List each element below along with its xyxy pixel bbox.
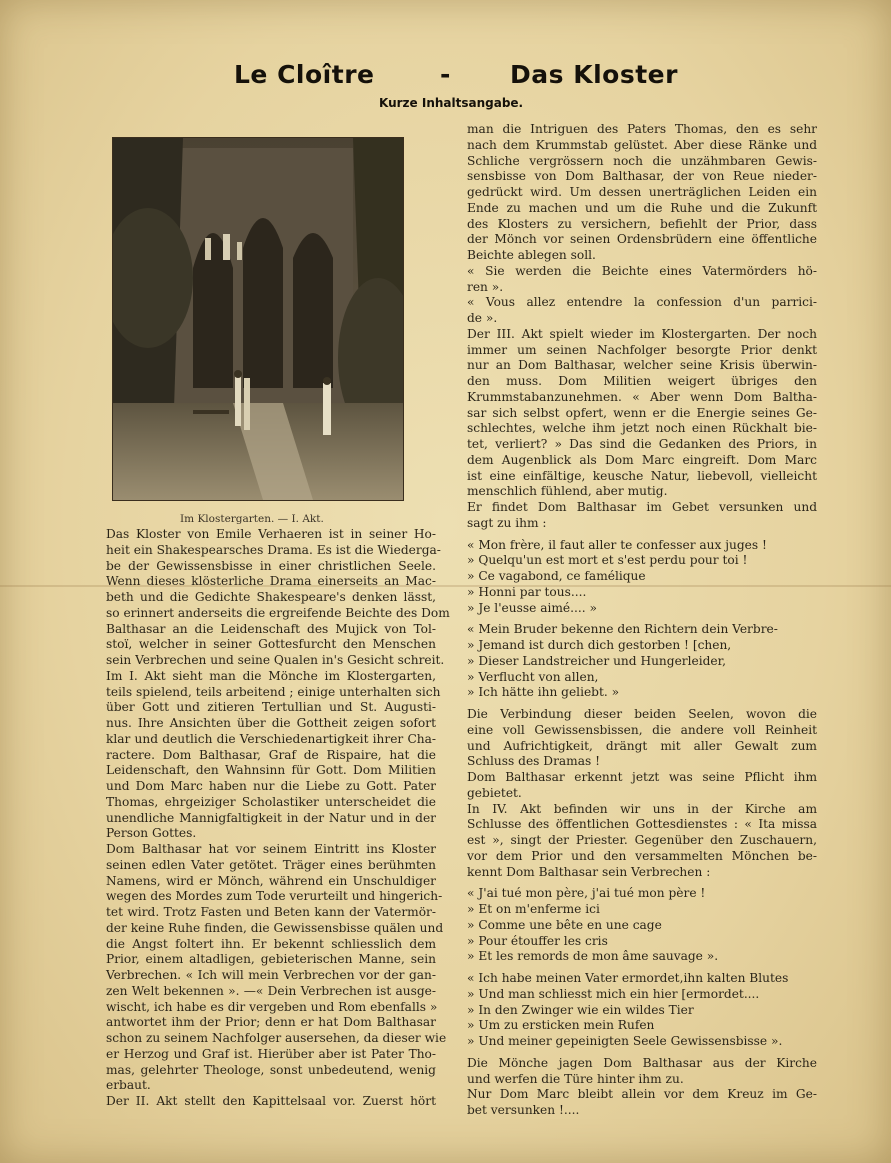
text-line: Nur Dom Marc bleibt allein vor dem Kreuz im Ge-	[467, 1087, 817, 1102]
text-line: tet wird. Trotz Fasten und Beten kann der Vatermör-	[106, 905, 436, 919]
text-line: Wenn dieses klösterliche Drama einerseits an Mac-	[106, 574, 436, 589]
text-line: de ».	[467, 311, 498, 325]
text-line: » Je l'eusse aimé.... »	[467, 600, 597, 615]
text-line: » Ce vagabond, ce famélique	[467, 569, 646, 583]
text-line: In IV. Akt befinden wir uns in der Kirche am	[467, 801, 817, 816]
text-line: und werfen die Türe hinter ihm zu.	[467, 1071, 684, 1086]
text-line: zen Welt bekennen ». —« Dein Verbrechen ist ausge-	[106, 983, 436, 998]
text-line: sar sich selbst opfert, wenn er die Energie seines Ge-	[467, 405, 817, 420]
cloister-garden-image	[113, 138, 403, 500]
text-line: den muss. Dom Militien weigert übriges den	[467, 374, 817, 388]
text-line: tet, verliert? » Das sind die Gedanken des Priors, in	[467, 437, 817, 451]
text-line: die Angst foltert ihn. Er bekennt schliesslich dem	[106, 936, 436, 951]
text-line: immer um seinen Nachfolger besorgte Prior denkt	[467, 342, 817, 357]
text-line: Prior, einem altadligen, gebieterischen Manne, sein	[106, 952, 436, 967]
text-line: gebietet.	[467, 785, 522, 800]
text-line: Verbrechen. « Ich will mein Verbrechen vor der gan-	[106, 968, 436, 982]
text-line: er Herzog und Graf ist. Hierüber aber ist Pater Tho-	[106, 1046, 436, 1061]
text-line: mas, gelehrter Theologe, sonst unbedeutend, wenig	[106, 1062, 436, 1077]
text-line: nus. Ihre Ansichten über die Gottheit zeigen sofort	[106, 716, 436, 730]
text-line: Balthasar an die Leidenschaft des Mujick von Tol-	[106, 621, 436, 636]
text-line: » Honni par tous....	[467, 584, 587, 599]
text-line: heit ein Shakespearsches Drama. Es ist die Wiederga-	[106, 542, 441, 557]
text-line: Namens, wird er Mönch, während ein Unschuldiger	[106, 873, 436, 888]
text-line: antwortet ihm der Prior; denn er hat Dom Balthasar	[106, 1015, 436, 1030]
text-line: sagt zu ihm :	[467, 515, 547, 530]
text-line: » Um zu ersticken mein Rufen	[467, 1018, 655, 1033]
text-line: schon zu seinem Nachfolger ausersehen, da dieser wie	[106, 1031, 447, 1045]
text-line: Der III. Akt spielt wieder im Klostergarten. Der noch	[467, 326, 817, 341]
text-line: gedrückt wird. Um dessen unerträglichen Leiden ein	[467, 185, 817, 199]
text-line: kennt Dom Balthasar sein Verbrechen :	[467, 864, 711, 879]
text-line: und Dom Marc haben nur die Liebe zu Gott. Pater	[106, 779, 436, 793]
text-line: Das Kloster von Emile Verhaeren ist in seiner Ho-	[106, 527, 436, 541]
text-line: ractere. Dom Balthasar, Graf de Rispaire, hat die	[106, 747, 436, 762]
text-line: « Vous allez entendre la confession d'un parrici-	[467, 295, 817, 310]
text-line: » Ich hätte ihn geliebt. »	[467, 685, 620, 700]
text-line: « Sie werden die Beichte eines Vatermörders hö-	[467, 263, 817, 278]
text-line: » In den Zwinger wie ein wildes Tier	[467, 1002, 694, 1017]
text-line: Die Verbindung dieser beiden Seelen, wovon die	[467, 707, 817, 721]
text-line: « Mon frère, il faut aller te confesser aux juges !	[467, 537, 767, 552]
title-separator: -	[440, 60, 451, 89]
text-line: » Dieser Landstreicher und Hungerleider,	[467, 653, 726, 668]
text-line: des Klosters zu versichern, befiehlt der Prior, dass	[467, 216, 817, 231]
text-line: « Ich habe meinen Vater ermordet,ihn kalten Blutes	[467, 971, 789, 985]
text-line: » Pour étouffer les cris	[467, 933, 608, 948]
text-line: eine voll Gewissensbissen, die andere voll Reinheit	[467, 722, 817, 737]
text-line: Der II. Akt stellt den Kapittelsaal vor. Zuerst hört	[106, 1094, 436, 1108]
text-line: vor dem Prior und den versammelten Mönchen be-	[467, 848, 817, 863]
text-line: be der Gewissensbisse in einer christlichen Seele.	[106, 558, 436, 573]
text-line: » Et on m'enferme ici	[467, 902, 600, 916]
photo-caption: Im Klostergarten. — I. Akt.	[180, 513, 324, 525]
text-line: Schlusse des öffentlichen Gottesdienstes : « Ita missa	[467, 817, 817, 832]
text-line: Schluss des Dramas !	[467, 754, 601, 769]
text-line: wegen des Mordes zum Tode verurteilt und hingerich-	[106, 889, 443, 904]
cloister-photograph	[112, 137, 404, 501]
text-line: und Aufrichtigkeit, drängt mit aller Gewalt zum	[467, 738, 817, 753]
text-line: » Et les remords de mon âme sauvage ».	[467, 949, 719, 964]
text-line: » Comme une bête en une cage	[467, 917, 662, 932]
text-line: dem Augenblick als Dom Marc eingreift. Dom Marc	[467, 452, 817, 467]
text-line: nur an Dom Balthasar, welcher seine Krisis überwin-	[467, 358, 817, 373]
text-line: ist eine einfältige, keusche Natur, liebevoll, vielleicht	[467, 468, 817, 483]
text-line: sein Verbrechen und seine Qualen in's Gesicht schreit.	[106, 653, 445, 667]
text-line: seinen edlen Vater getötet. Träger eines berühmten	[106, 857, 436, 872]
text-line: erbaut.	[106, 1078, 151, 1093]
text-line: Die Mönche jagen Dom Balthasar aus der Kirche	[467, 1055, 817, 1070]
text-line: nach dem Krummstab gelüstet. Aber diese Ränke und	[467, 137, 817, 152]
text-line: klar und deutlich die Verschiedenartigkeit ihrer Cha-	[106, 731, 436, 746]
text-line: man die Intriguen des Paters Thomas, den es sehr	[467, 122, 817, 136]
text-line: unendliche Mannigfaltigkeit in der Natur und in der	[106, 810, 436, 825]
text-line: Person Gottes.	[106, 826, 197, 841]
text-line: Thomas, ehrgeiziger Scholastiker unterscheidet die	[106, 794, 436, 809]
text-line: der Mönch vor seinen Ordensbrüdern eine öffentliche	[467, 232, 817, 247]
text-line: Er findet Dom Balthasar im Gebet versunken und	[467, 500, 817, 514]
text-line: schlechtes, welche ihm jetzt noch einen Rückhalt bie-	[467, 421, 817, 436]
subtitle: Kurze Inhaltsangabe.	[379, 96, 524, 110]
text-line: über Gott und zitieren Tertullian und St. Augusti-	[106, 700, 436, 715]
text-line: sensbisse von Dom Balthasar, der von Reue nieder-	[467, 169, 817, 184]
text-line: teils spielend, teils arbeitend ; einige unterhalten sich	[106, 684, 441, 699]
text-line: der keine Ruhe finden, die Gewissensbisse quälen und	[106, 920, 444, 935]
text-line: » Und meiner gepeinigten Seele Gewissensbisse ».	[467, 1034, 783, 1048]
text-line: « Mein Bruder bekenne den Richtern dein Verbre-	[467, 622, 778, 637]
text-line: Ende zu machen und um die Ruhe und die Zukunft	[467, 200, 817, 215]
text-line: stoï, welcher in seiner Gottesfurcht den Menschen	[106, 637, 436, 652]
text-line: » Und man schliesst mich ein hier [ermordet....	[467, 986, 760, 1001]
text-line: Schliche vergrössern noch die unzähmbaren Gewis-	[467, 153, 817, 168]
text-line: Dom Balthasar hat vor seinem Eintritt ins Kloster	[106, 842, 436, 856]
text-line: ren ».	[467, 279, 504, 294]
text-line: » Jemand ist durch dich gestorben ! [chen,	[467, 638, 732, 652]
right-text-column	[467, 122, 817, 1119]
text-line: Dom Balthasar erkennt jetzt was seine Pflicht ihm	[467, 770, 817, 784]
text-line: bet versunken !....	[467, 1103, 580, 1117]
text-line: » Verflucht von allen,	[467, 669, 599, 684]
text-line: Im I. Akt sieht man die Mönche im Klostergarten,	[106, 668, 436, 683]
text-line: so erinnert anderseits die ergreifende Beichte des Dom	[106, 605, 450, 620]
text-line: Krummstabanzunehmen. « Aber wenn Dom Baltha-	[467, 389, 817, 404]
text-line: Leidenschaft, den Wahnsinn für Gott. Dom Militien	[106, 763, 436, 778]
text-line: est », singt der Priester. Gegenüber den Zuschauern,	[467, 833, 817, 847]
left-text-column	[106, 527, 450, 1110]
title-german: Das Kloster	[510, 60, 678, 89]
text-line: wischt, ich habe es dir vergeben und Rom ebenfalls »	[106, 999, 438, 1014]
text-line: menschlich fühlend, aber mutig.	[467, 484, 668, 499]
title-french: Le Cloître	[234, 60, 375, 89]
text-line: beth und die Gedichte Shakespeare's denken lässt,	[106, 590, 436, 604]
text-line: » Quelqu'un est mort et s'est perdu pour toi !	[467, 553, 748, 568]
text-line: Beichte ablegen soll.	[467, 248, 596, 262]
text-line: « J'ai tué mon père, j'ai tué mon père !	[467, 886, 706, 901]
